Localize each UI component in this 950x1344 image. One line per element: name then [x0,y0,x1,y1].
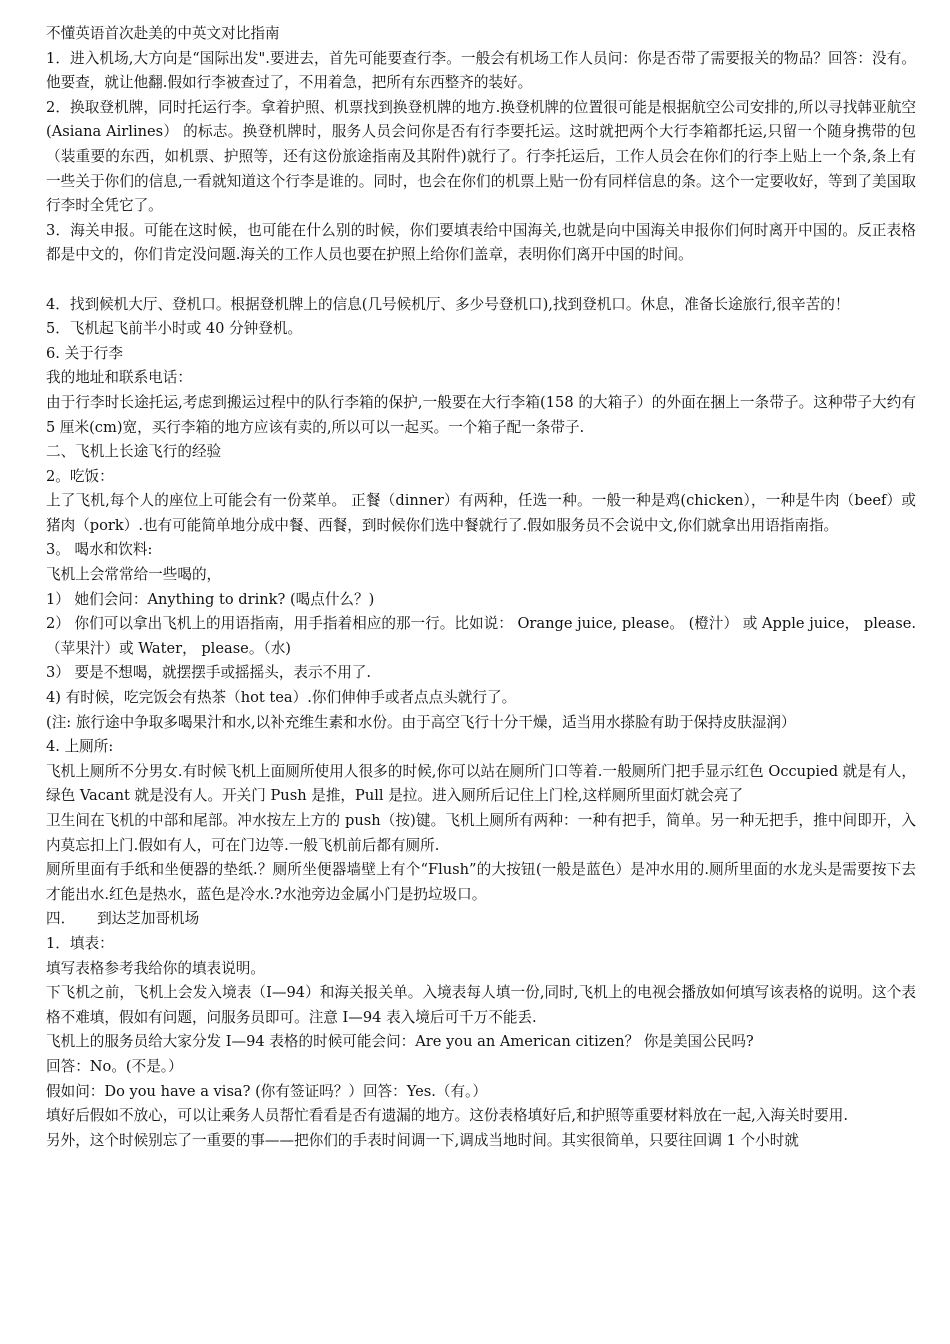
paragraph-6: 6. 关于行李 [46,344,123,362]
paragraph-citizen-answer: 回答：No。(不是。） [46,1057,183,1075]
list-item-drinks-1: 1） 她们会问：Anything to drink? (喝点什么？) [46,590,375,608]
paragraph-address: 我的地址和联系电话： [46,369,192,387]
list-item-drinks-2: 2） 你们可以拿出飞机上的用语指南，用手指着相应的那一行。比如说： Orange juice, please。 (橙汁） 或 Apple juice， please.（苹果汁）或 Water， please。（水) [46,615,916,657]
paragraph-1: 1．进入机场,大方向是“国际出发".要进去，首先可能要查行李。一般会有机场工作人员问：你是否带了需要报关的物品？回答：没有。他要查，就让他翻.假如行李被查过了，不用着急，把所有东西整齐的装好。 [46,49,916,92]
list-item-drinks-3: 3） 要是不想喝，就摆摆手或摇摇头，表示不用了. [46,664,372,682]
paragraph-restroom-2: 卫生间在飞机的中部和尾部。冲水按左上方的 push（按)键。飞机上厕所有两种：一种有把手，简单。另一种无把手，推中间即开，入内莫忘扣上门.假如有人，可在门边等.一般飞机前后都有厕所. [46,812,916,854]
blank-line [46,268,916,293]
paragraph-forms-i94: 下飞机之前，飞机上会发入境表（I—94）和海关报关单。入境表每人填一份,同时,飞机上的电视会播放如何填写该表格的说明。这个表格不难填，假如有问题，问服务员即可。注意 I—94 表入境后可千万不能丢. [46,984,916,1026]
paragraph-3: 3．海关申报。可能在这时候，也可能在什么别的时候，你们要填表给中国海关,也就是向中国海关申报你们何时离开中国的。反正表格都是中文的，你们肯定没问题.海关的工作人员也要在护照上给你们盖章，表明你们离开中国的时间。 [46,221,916,264]
paragraph-luggage-strap: 由于行李时长途托运,考虑到搬运过程中的队行李箱的保护,一般要在大行李箱(158 的大箱子）的外面在捆上一条带子。这种带子大约有 5 厘米(cm)宽，买行李箱的地方应该有卖的,所以可以一起买。一个箱子配一条带子. [46,393,916,436]
subheading-drinks: 3。 喝水和饮料: [46,541,153,559]
paragraph-4: 4．找到候机大厅、登机口。根据登机牌上的信息(几号候机厅、多少号登机口),找到登机口。休息，准备长途旅行,很辛苦的！ [46,295,850,313]
paragraph-forms-ref: 填写表格参考我给你的填表说明。 [46,959,265,977]
subheading-restroom: 4. 上厕所: [46,738,114,756]
paragraph-drinks-intro: 飞机上会常常给一些喝的， [46,566,222,584]
subheading-meals: 2。吃饭： [46,467,114,485]
paragraph-citizen-question: 飞机上的服务员给大家分发 I—94 表格的时候可能会问：Are you an American citizen？ 你是美国公民吗? [46,1033,754,1051]
paragraph-5: 5．飞机起飞前半小时或 40 分钟登机。 [46,320,303,338]
paragraph-visa-question: 假如问：Do you have a visa? (你有签证吗？）回答：Yes.（有。） [46,1082,487,1100]
paragraph-forms-check: 填好后假如不放心，可以让乘务人员帮忙看看是否有遗漏的地方。这份表格填好后,和护照等重要材料放在一起,入海关时要用. [46,1107,848,1125]
paragraph-restroom-1: 飞机上厕所不分男女.有时候飞机上面厕所使用人很多的时候,你可以站在厕所门口等着.一般厕所门把手显示红色 Occupied 就是有人，绿色 Vacant 就是没有人。开关门 Push 是推，Pull 是拉。进入厕所后记住上门栓,这样厕所里面灯就会亮了 [46,762,916,805]
paragraph-restroom-3: 厕所里面有手纸和坐便器的垫纸.？厕所坐便器墙壁上有个“Flush”的大按钮(一般是蓝色）是冲水用的.厕所里面的水龙头是需要按下去才能出水.红色是热水，蓝色是冷水.?水池旁边金属小门是扔垃圾口。 [46,861,916,903]
document-title: 不懂英语首次赴美的中英文对比指南 [46,25,280,42]
note-drinks: (注: 旅行途中争取多喝果汁和水,以补充维生素和水份。由于高空飞行十分干燥，适当用水搽脸有助于保持皮肤湿润） [46,713,796,731]
subheading-forms: 1．填表： [46,934,114,952]
section-heading-flight: 二、飞机上长途飞行的经验 [46,443,222,461]
paragraph-watch-time: 另外，这个时候别忘了一重要的事——把你们的手表时间调一下,调成当地时间。其实很简单，只要往回调 1 个小时就 [46,1131,799,1149]
document-page [46,22,916,1153]
paragraph-meals: 上了飞机,每个人的座位上可能会有一份菜单。 正餐（dinner）有两种，任选一种。一般一种是鸡(chicken），一种是牛肉（beef）或猪肉（pork）.也有可能简单地分成中餐、西餐，到时候你们选中餐就行了.假如服务员不会说中文,你们就拿出用语指南指。 [46,492,916,534]
paragraph-2: 2．换取登机牌，同时托运行李。拿着护照、机票找到换登机牌的地方.换登机牌的位置很可能是根据航空公司安排的,所以寻找韩亚航空 (Asiana Airlines） 的标志。换登机牌时，服务人员会问你是否有行李要托运。这时就把两个大行李箱都托运,只留一个随身携带的包（装重要的东西，如机票、护照等，还有这份旅途指南及其附件)就行了。行李托运后，工作人员会在你们的行李上贴上一个条,条上有一些关于你们的信息,一看就知道这个行李是谁的。同时，也会在你们的机票上贴一份有同样信息的条。这个一定要收好，等到了美国取行李时全凭它了。 [46,98,916,215]
list-item-drinks-4: 4) 有时候，吃完饭会有热茶（hot tea）.你们伸伸手或者点点头就行了。 [46,689,517,707]
section-heading-chicago: 四． 到达芝加哥机场 [46,910,200,928]
